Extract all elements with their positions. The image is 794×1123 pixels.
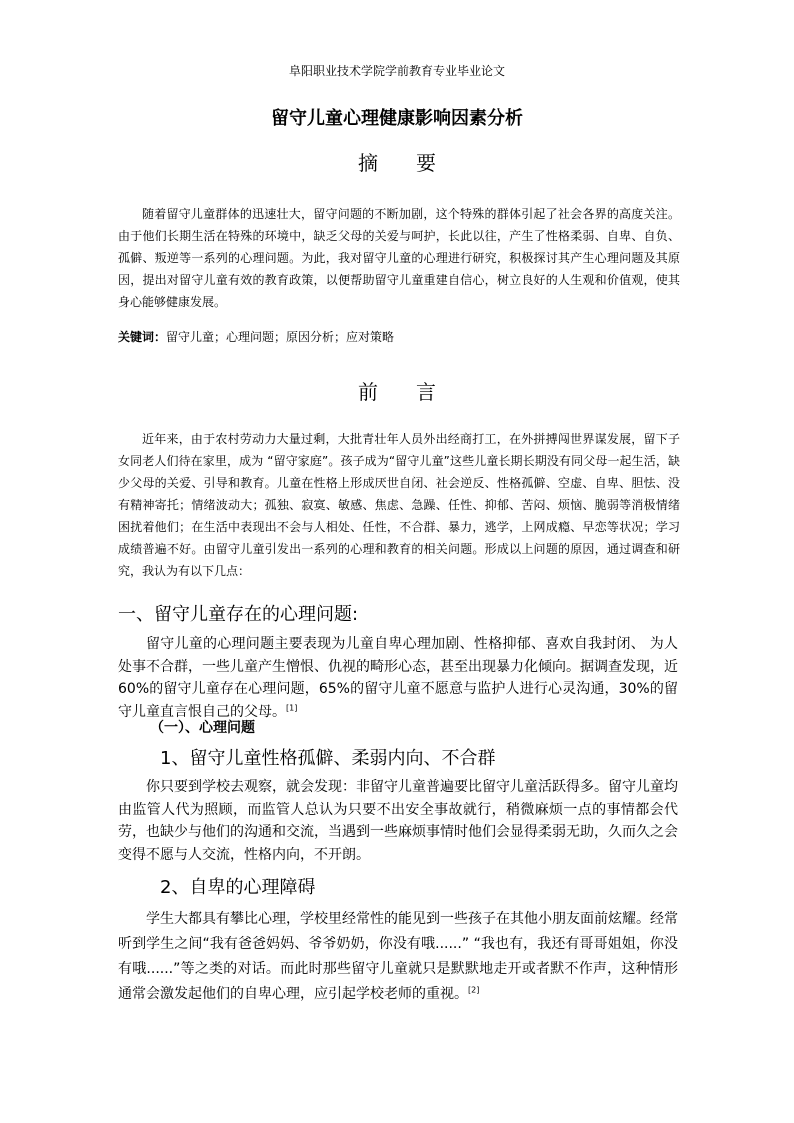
preface-body: 近年来，由于农村劳动力大量过剩，大批青壮年人员外出经商打工，在外拼搏闯世界谋发展，留下子女同老人们待在家里，成为 “留守家庭”。孩子成为“留守儿童”这些儿童长期长期没有同父母一起生活，缺少父母的关爱、引导和教育。儿童在性格上形成厌世自闭、社会逆反、性格孤僻、空虚、自卑、胆怯、没有精神寄托；情绪波动大；孤独、寂寞、敏感、焦虑、急躁、任性、抑郁、苦闷、烦恼、脆弱等消极情绪困扰着他们；在生活中表现出不会与人相处、任性，不合群、暴力，逃学，上网成瘾、早恋等状况；学习成绩普遍不好。由留守儿童引发出一系列的心理和教育的相关问题。形成以上问题的原因，通过调查和研究，我认为有以下几点：: [118, 432, 680, 578]
keywords-line: [118, 327, 394, 347]
item2-body-text: 学生大都具有攀比心理，学校里经常性的能见到一些孩子在其他小朋友面前炫耀。经常听到学生之间“我有爸爸妈妈、爷爷奶奶，你没有哦......” “我也有，我还有哥哥姐姐，你没有哦......”等之类的对话。而此时那些留守儿童就只是默默地走开或者默不作声，这种情形通常会激发起他们的自卑心理，应引起学校老师的重视。: [118, 911, 678, 1002]
abstract-heading: 摘要: [358, 151, 474, 175]
section1-paragraph-text: 留守儿童的心理问题主要表现为儿童自卑心理加剧、性格抑郁、喜欢自我封闭、 为人处事不合群，一些儿童产生憎恨、仇视的畸形心态，甚至出现暴力化倾向。据调查发现，近60%的留守儿童存在心理问题，65%的留守儿童不愿意与监护人进行心灵沟通，30%的留守儿童直言恨自己的父母。: [118, 636, 678, 720]
paper-title: 留守儿童心理健康影响因素分析: [271, 108, 523, 129]
subsection-heading: （一）、心理问题: [150, 720, 255, 736]
running-header: 阜阳职业技术学院学前教育专业毕业论文: [288, 64, 505, 78]
item2-paragraph: [118, 907, 678, 1007]
section1-paragraph: [118, 633, 678, 723]
citation-2: [2]: [468, 985, 480, 995]
item1-body: 你只要到学校去观察，就会发现：非留守儿童普遍要比留守儿童活跃得多。留守儿童均由监管人代为照顾，而监管人总认为只要不出安全事故就行，稍微麻烦一点的事情都会代劳，也缺少与他们的沟通和交流，当遇到一些麻烦事情时他们会显得柔弱无助，久而久之会变得不愿与人交流，性格内向，不开朗。: [118, 779, 678, 863]
citation-1: [1]: [286, 702, 298, 712]
item2-heading: 2、自卑的心理障碍: [160, 877, 316, 898]
preface-heading: 前言: [358, 380, 474, 404]
item1-heading: 1、留守儿童性格孤僻、柔弱内向、不合群: [160, 748, 496, 769]
keywords-text: 留守儿童；心理问题；原因分析；应对策略: [166, 330, 395, 344]
section1-heading: 一、留守儿童存在的心理问题:: [118, 604, 359, 625]
abstract-body: 随着留守儿童群体的迅速壮大，留守问题的不断加剧，这个特殊的群体引起了社会各界的高度关注。由于他们长期生活在特殊的环境中，缺乏父母的关爱与呵护，长此以往，产生了性格柔弱、自卑、自负、孤僻、叛逆等一系列的心理问题。为此，我对留守儿童的心理进行研究，积极探讨其产生心理问题及其原因，提出对留守儿童有效的教育政策，以便帮助留守儿童重建自信心，树立良好的人生观和价值观，使其身心能够健康发展。: [118, 207, 680, 309]
keywords-label: 关键词：: [118, 330, 167, 344]
